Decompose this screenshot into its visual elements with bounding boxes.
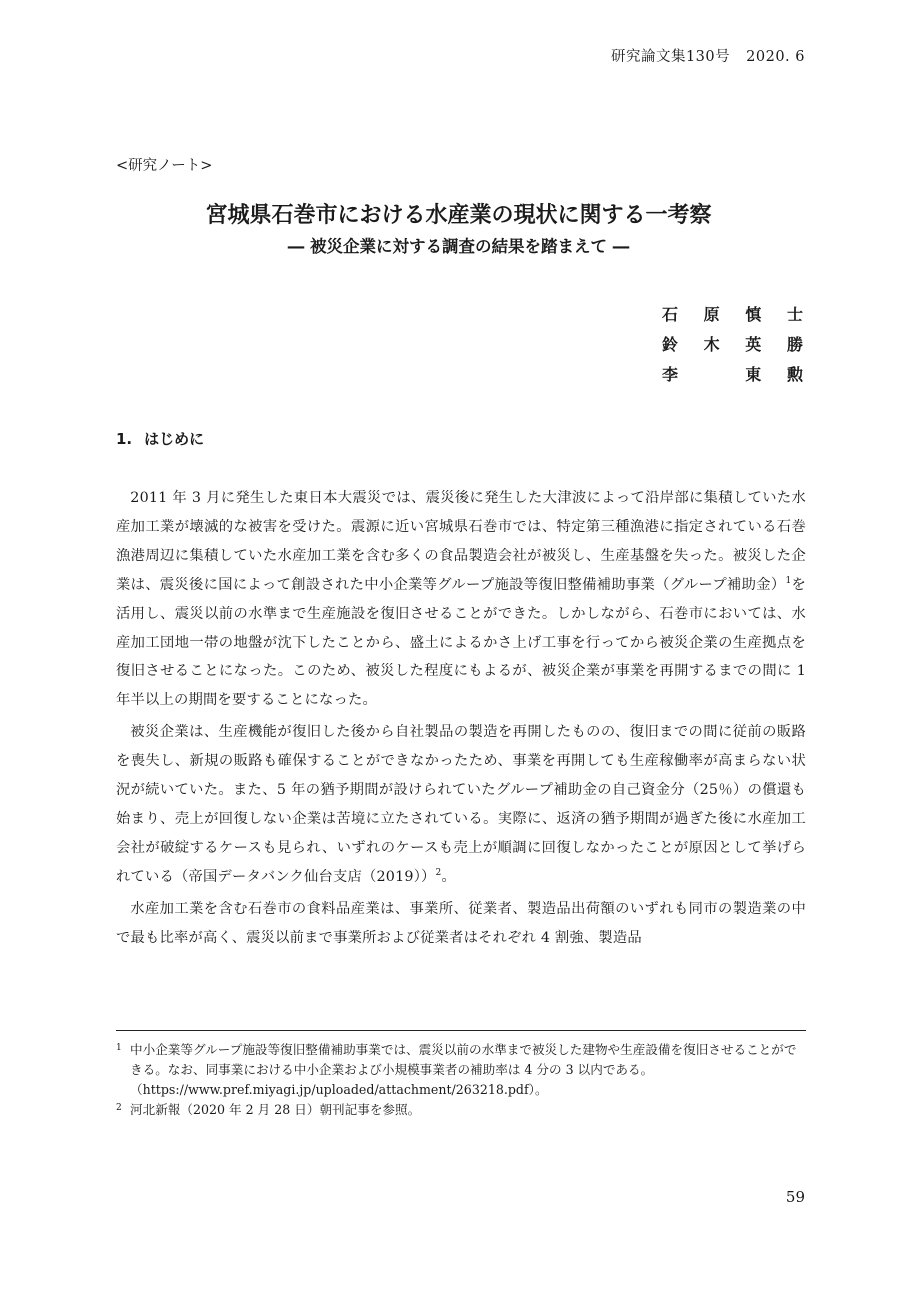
footnotes [116,1040,806,1120]
footnote-divider [116,1030,806,1031]
running-header [611,45,805,66]
page-number: 59 [785,1188,805,1206]
footnote-mark: 2 [116,1103,122,1113]
footnote-mark: 1 [116,1043,122,1053]
author-name: 李 東 勲 [661,365,803,384]
issue-date: 2020. 6 [746,49,805,65]
section-title: はじめに [144,430,205,448]
section-number: 1. [116,430,133,448]
footnote-url[interactable]: （https://www.pref.miyagi.jp/uploaded/attachment/263218.pdf）。 [130,1082,548,1097]
footnote-ref[interactable]: 2 [435,868,442,879]
body-text [116,484,806,956]
article-category: <研究ノート> [116,158,213,174]
journal-name: 研究論文集130号 [610,49,731,65]
footnote-ref[interactable]: 1 [785,575,792,586]
footnote-text: 中小企業等グループ施設等復旧整備補助事業では、震災以前の水準まで被災した建物や生産設備を復旧させることができる。なお、同事業における中小企業および小規模事業者の補助率は 4 分の 3 以内である。 [130,1042,797,1077]
footnote [116,1040,806,1100]
author-name: 石 原 慎 士 [661,305,803,324]
article-subtitle: ― 被災企業に対する調査の結果を踏まえて ― [287,237,630,256]
author-name: 鈴 木 英 勝 [661,335,803,354]
footnote-text: 河北新報（2020 年 2 月 28 日）朝刊記事を参照。 [130,1102,421,1117]
footnote [116,1100,806,1120]
paragraph: 2011 年 3 月に発生した東日本大震災では、震災後に発生した大津波によって沿岸部に集積していた水産加工業が壊滅的な被害を受けた。震源に近い宮城県石巻市では、特定第三種漁港に指定されている石巻漁港周辺に集積していた水産加工業を含む多くの食品製造会社が被災し、生産基盤を失った。被災した企業は、震災後に国によって創設された中小企業等グループ施設等復旧整備補助事業（グループ補助金）$^1$を活用し、震災以前の水準まで生産施設を復旧させることができた。しかしながら、石巻市においては、水産加工団地一帯の地盤が沈下したことから、盛土によるかさ上げ工事を行ってから被災企業の生産拠点を復旧させることになった。このため、被災した程度にもよるが、被災企業が事業を再開するまでの間に 1 年半以上の期間を要することになった。 [116,490,806,709]
paragraph: 水産加工業を含む石巻市の食料品産業は、事業所、従業者、製造品出荷額のいずれも同市の製造業の中で最も比率が高く、震災以前まで事業所および従業者はそれぞれ 4 割強、製造品 [116,900,806,946]
section-heading [116,428,204,449]
paragraph: 被災企業は、生産機能が復旧した後から自社製品の製造を再開したものの、復旧までの間に従前の販路を喪失し、新規の販路も確保することができなかったため、事業を再開しても生産稼働率が高まらない状況が続いていた。また、5 年の猶予期間が設けられていたグループ補助金の自己資金分（25％）の償還も始まり、売上が回復しない企業は苦境に立たされている。実際に、返済の猶予期間が過ぎた後に水産加工会社が破綻するケースも見られ、いずれのケースも売上が順調に回復しなかったことが原因として挙げられている（帝国データバンク仙台支店（2019））$^2$。 [116,724,806,885]
title-block [0,200,917,260]
author-list [660,300,805,390]
article-title: 宮城県石巻市における水産業の現状に関する一考察 [205,203,712,228]
